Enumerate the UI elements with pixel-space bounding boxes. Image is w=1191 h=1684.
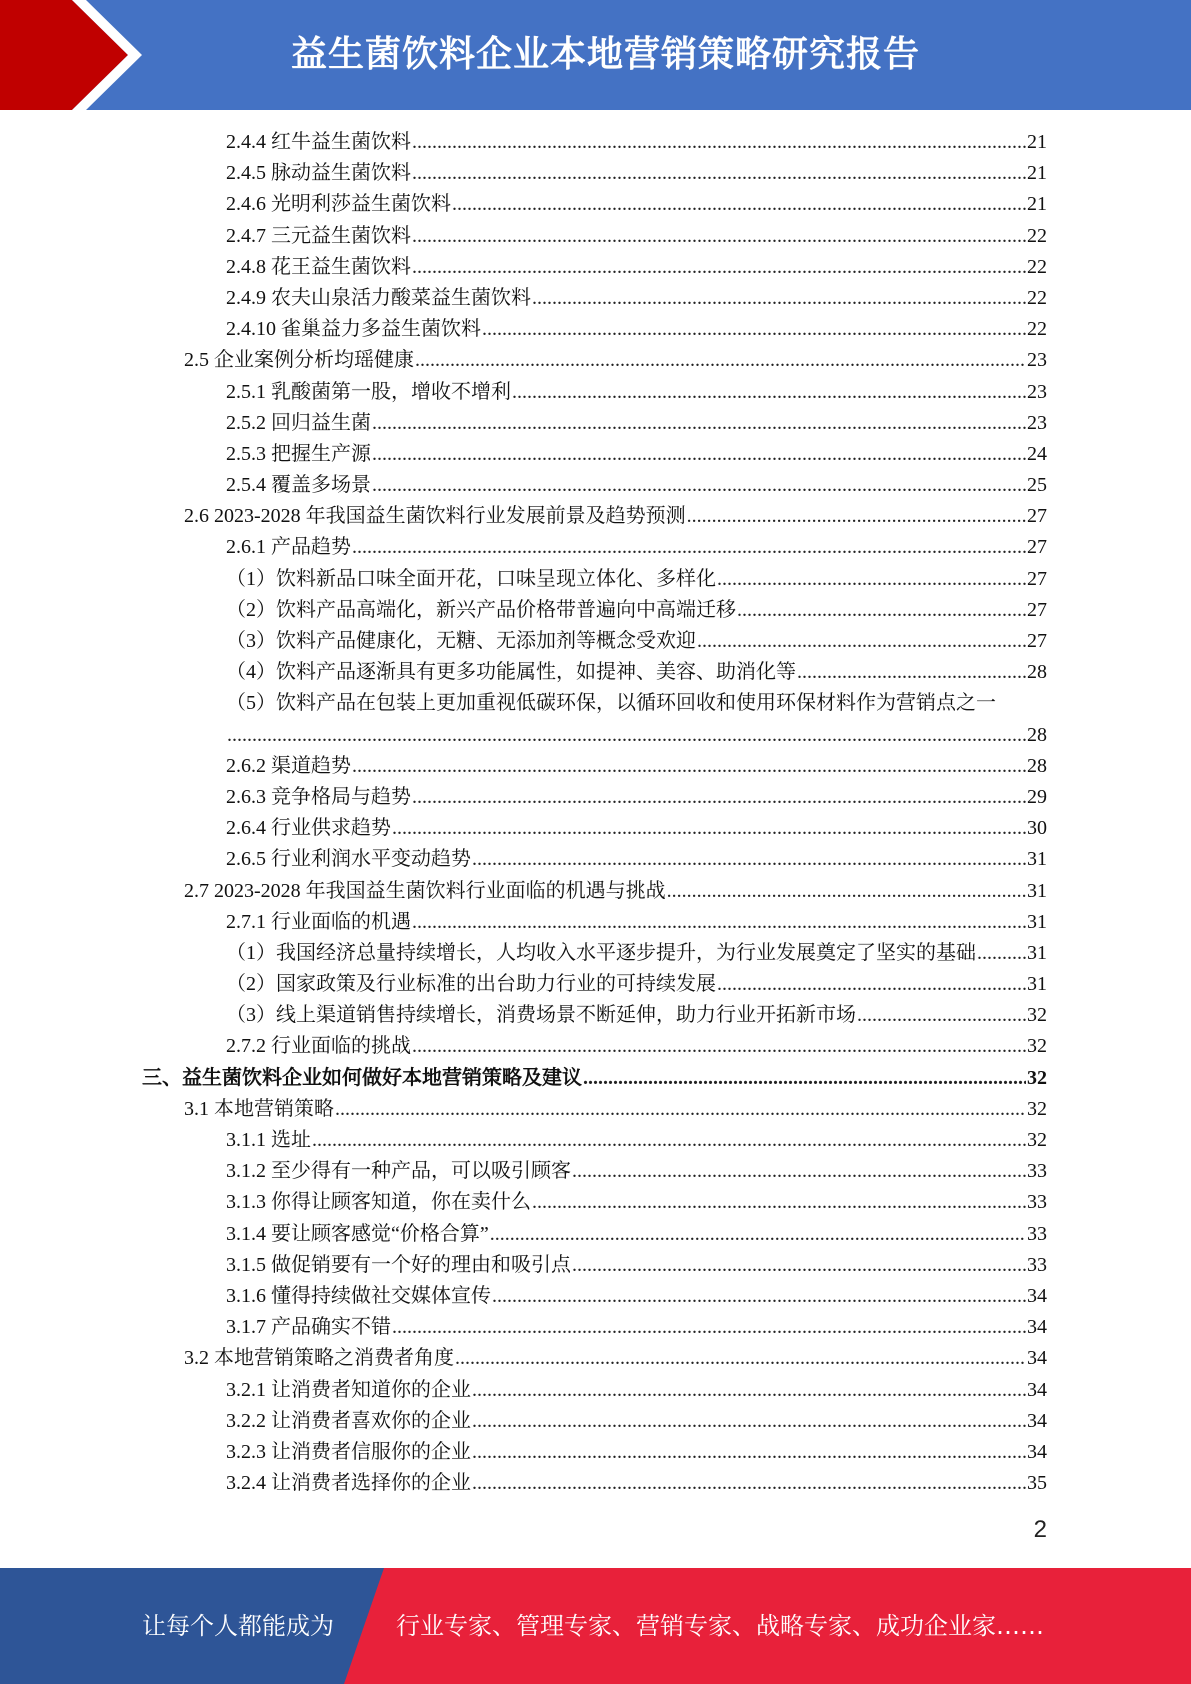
toc-dot-leader [797,657,1026,688]
toc-entry-label: 3.1.5 做促销要有一个好的理由和吸引点 [226,1253,571,1276]
toc-page-number: 35 [1027,1472,1047,1495]
toc-dot-leader [737,595,1026,626]
footer-slogan-left: 让每个人都能成为 [142,1612,334,1640]
toc-page-number: 22 [1027,224,1047,247]
toc-entry[interactable] [0,283,1191,314]
toc-page-number: 31 [1027,941,1047,964]
toc-entry-label: 3.2.4 让消费者选择你的企业 [226,1472,471,1495]
toc-entry[interactable] [0,158,1191,189]
toc-page-number: 34 [1027,1440,1047,1463]
toc-dot-leader [697,626,1026,657]
toc-page-number: 31 [1027,910,1047,933]
toc-entry[interactable] [0,377,1191,408]
toc-entry[interactable] [0,657,1191,688]
toc-page-number: 27 [1027,630,1047,652]
toc-dot-leader [490,1219,1026,1250]
toc-page-number: 28 [1027,754,1047,777]
page-number: 2 [1033,1516,1047,1543]
toc-page-number: 34 [1027,1378,1047,1401]
toc-page-number: 32 [1027,1035,1047,1058]
toc-entry[interactable] [0,626,1191,657]
toc-page-number: 23 [1027,349,1047,372]
toc-dot-leader [392,813,1026,844]
toc-dot-leader [472,844,1026,875]
footer-slogan-right: 行业专家、管理专家、营销专家、战略专家、成功企业家…… [396,1612,1044,1640]
toc-page-number: 32 [1027,1129,1047,1152]
toc-entry[interactable] [0,938,1191,969]
toc-dot-leader [412,782,1026,813]
toc-entry[interactable] [0,907,1191,938]
toc-page-number: 22 [1027,255,1047,278]
toc-entry-label: 三、益生菌饮料企业如何做好本地营销策略及建议 [142,1066,582,1089]
toc-dot-leader [472,1437,1026,1468]
toc-entry-label: 3.1.7 产品确实不错 [226,1316,391,1339]
toc-entry[interactable] [0,532,1191,563]
toc-entry-label: 2.4.9 农夫山泉活力酸菜益生菌饮料 [226,286,531,309]
toc-page-number: 22 [1027,318,1047,341]
toc-entry[interactable] [0,1187,1191,1218]
toc-entry[interactable] [0,751,1191,782]
toc-page-number: 25 [1027,474,1047,497]
toc-entry[interactable] [0,345,1191,376]
toc-page-number: 27 [1027,505,1047,528]
toc-entry-label: 2.4.10 雀巢益力多益生菌饮料 [226,318,481,341]
toc-dot-leader [455,1343,1026,1374]
toc-entry-label: （2）饮料产品高端化，新兴产品价格带普遍向中高端迁移 [226,598,736,621]
toc-entry-label: 2.4.7 三元益生菌饮料 [226,224,411,247]
toc-entry[interactable] [0,501,1191,532]
toc-page-number: 34 [1027,1409,1047,1432]
toc-entry[interactable] [0,252,1191,283]
toc-dot-leader [412,221,1026,252]
toc-dot-leader [352,532,1026,563]
toc-dot-leader [412,252,1026,283]
toc-dot-leader [312,1125,1026,1156]
toc-page-number: 21 [1027,131,1047,153]
toc-entry[interactable] [0,470,1191,501]
toc-page-number: 27 [1027,598,1047,621]
toc-entry-label: 3.2.1 让消费者知道你的企业 [226,1378,471,1401]
toc-page-number: 31 [1027,973,1047,996]
toc-entry[interactable] [0,813,1191,844]
toc-dot-leader [335,1094,1026,1125]
toc-entry-label: 2.5 企业案例分析均瑶健康 [184,349,414,372]
toc-entry[interactable] [0,1375,1191,1406]
toc-entry-label: 3.1.3 你得让顾客知道，你在卖什么 [226,1191,531,1214]
toc-dot-leader [452,189,1026,220]
toc-page-number: 34 [1027,1347,1047,1370]
toc-entry[interactable] [0,876,1191,907]
toc-page-number: 23 [1027,380,1047,403]
toc-page-number: 27 [1027,536,1047,559]
toc-entry-label: （3）线上渠道销售持续增长，消费场景不断延伸，助力行业开拓新市场 [226,1004,856,1027]
page-header [0,0,1191,110]
toc-entry-label: 2.7.2 行业面临的挑战 [226,1035,411,1058]
toc-entry[interactable] [0,189,1191,220]
toc-dot-leader [717,969,1026,1000]
toc-entry[interactable] [0,1219,1191,1250]
toc-entry-label: （2）国家政策及行业标准的出台助力行业的可持续发展 [226,973,716,996]
toc-entry-label: 2.6.1 产品趋势 [226,536,351,559]
toc-entry-label: （3）饮料产品健康化，无糖、无添加剂等概念受欢迎 [226,630,696,652]
toc-page-number: 31 [1027,848,1047,871]
toc-page-number: 33 [1027,1160,1047,1183]
toc-entry[interactable] [0,564,1191,595]
toc-dot-leader [857,1000,1026,1031]
toc-page-number: 34 [1027,1284,1047,1307]
toc-entry-label: 3.2 本地营销策略之消费者角度 [184,1347,454,1370]
toc-dot-leader [392,1312,1026,1343]
toc-dot-leader [977,938,1026,969]
toc-entry-label: 2.5.2 回归益生菌 [226,411,371,434]
toc-entry[interactable] [0,688,1191,750]
toc-entry-label: 2.4.5 脉动益生菌饮料 [226,162,411,185]
toc-entry-label: 3.1.6 懂得持续做社交媒体宣传 [226,1284,491,1307]
toc-entry-label: （4）饮料产品逐渐具有更多功能属性，如提神、美容、助消化等 [226,661,796,684]
toc-dot-leader [352,751,1026,782]
toc-entry[interactable] [0,1406,1191,1437]
toc-entry-label: 3.1 本地营销策略 [184,1097,334,1120]
toc-entry[interactable] [0,782,1191,813]
toc-dot-leader [372,439,1026,470]
toc-dot-leader [532,1187,1026,1218]
toc-page-number: 27 [1027,567,1047,590]
toc-entry-label: 2.4.6 光明利莎益生菌饮料 [226,193,451,216]
toc-entry[interactable] [0,314,1191,345]
toc-entry-label: 2.7.1 行业面临的机遇 [226,910,411,933]
toc-dot-leader [667,876,1026,907]
toc-entry-label: 2.6.2 渠道趋势 [226,754,351,777]
toc-entry[interactable] [0,1031,1191,1062]
toc-entry[interactable] [0,1437,1191,1468]
toc-page-number: 33 [1027,1191,1047,1214]
toc-entry[interactable] [0,439,1191,470]
toc-entry[interactable] [0,221,1191,252]
toc-dot-leader [572,1250,1026,1281]
toc-entry[interactable] [0,1468,1191,1499]
toc-dot-leader [227,720,1026,751]
toc-dot-leader [572,1156,1026,1187]
toc-page-number: 28 [1027,661,1047,684]
toc-entry-label: 3.2.3 让消费者信服你的企业 [226,1440,471,1463]
toc-entry-label: 2.6 2023-2028 年我国益生菌饮料行业发展前景及趋势预测 [184,505,686,528]
toc-entry[interactable] [0,1312,1191,1343]
toc-page-number: 21 [1027,162,1047,185]
toc-entry[interactable] [0,844,1191,875]
toc-page-number: 28 [1027,723,1047,746]
toc-page-number: 29 [1027,785,1047,808]
toc-entry[interactable] [0,595,1191,626]
toc-dot-leader [412,158,1026,189]
toc-entry-label: 3.1.4 要让顾客感觉“价格合算” [226,1222,489,1245]
toc-page-number: 32 [1027,1004,1047,1027]
toc-page-number: 22 [1027,286,1047,309]
toc-page-number: 34 [1027,1316,1047,1339]
toc-page-number: 31 [1027,879,1047,902]
toc-dot-leader [415,345,1026,376]
page-footer [0,1568,1191,1684]
toc-dot-leader [372,408,1026,439]
toc-entry[interactable] [0,1281,1191,1312]
toc-entry[interactable] [0,127,1191,158]
toc-entry-label: 2.6.5 行业利润水平变动趋势 [226,848,471,871]
toc-page-number: 23 [1027,411,1047,434]
toc-dot-leader [412,127,1026,158]
toc-dot-leader [717,564,1026,595]
toc-entry-label: 2.5.1 乳酸菌第一股，增收不增利 [226,380,511,403]
toc-page-number: 21 [1027,193,1047,216]
toc-entry-label: 2.5.3 把握生产源 [226,442,371,465]
toc-entry-label: 2.4.4 红牛益生菌饮料 [226,131,411,153]
toc-page-number: 33 [1027,1222,1047,1245]
toc-entry[interactable] [0,1156,1191,1187]
toc-dot-leader [472,1406,1026,1437]
toc-dot-leader [372,470,1026,501]
toc-entry-label: 3.2.2 让消费者喜欢你的企业 [226,1409,471,1432]
toc-entry-label: 2.5.4 覆盖多场景 [226,474,371,497]
toc-dot-leader [482,314,1026,345]
toc-entry-label: 2.6.3 竞争格局与趋势 [226,785,411,808]
toc-entry[interactable] [0,1000,1191,1031]
toc-page-number: 32 [1027,1066,1047,1089]
toc-dot-leader [412,907,1026,938]
toc-entry[interactable] [0,408,1191,439]
toc-dot-leader [687,501,1026,532]
document-title: 益生菌饮料企业本地营销策略研究报告 [290,34,920,75]
toc-dot-leader [472,1375,1026,1406]
toc-page-number: 24 [1027,442,1047,465]
toc-entry-label: 3.1.2 至少得有一种产品，可以吸引顾客 [226,1160,571,1183]
toc-dot-leader [532,283,1026,314]
toc-entry[interactable] [0,1250,1191,1281]
toc-entry-label: （5）饮料产品在包装上更加重视低碳环保，以循环回收和使用环保材料作为营销点之一 [226,692,996,715]
toc-page-number: 30 [1027,817,1047,840]
toc-entry[interactable] [0,1094,1191,1125]
toc-dot-leader [412,1031,1026,1062]
toc-entry-label: 2.6.4 行业供求趋势 [226,817,391,840]
toc-entry[interactable] [0,1063,1191,1094]
toc-entry-label: 3.1.1 选址 [226,1129,311,1152]
toc-entry-label: 2.7 2023-2028 年我国益生菌饮料行业面临的机遇与挑战 [184,879,666,902]
toc-dot-leader [512,377,1026,408]
toc-entry-label: （1）我国经济总量持续增长，人均收入水平逐步提升，为行业发展奠定了坚实的基础 [226,941,976,964]
toc-page-number: 32 [1027,1097,1047,1120]
toc-entry[interactable] [0,1125,1191,1156]
toc-dot-leader [583,1063,1026,1094]
toc-entry-label: （1）饮料新品口味全面开花，口味呈现立体化、多样化 [226,567,716,590]
table-of-contents [0,127,1191,1499]
toc-page-number: 33 [1027,1253,1047,1276]
toc-entry[interactable] [0,969,1191,1000]
toc-dot-leader [472,1468,1026,1499]
toc-entry-label: 2.4.8 花王益生菌饮料 [226,255,411,278]
toc-dot-leader [492,1281,1026,1312]
toc-entry[interactable] [0,1343,1191,1374]
